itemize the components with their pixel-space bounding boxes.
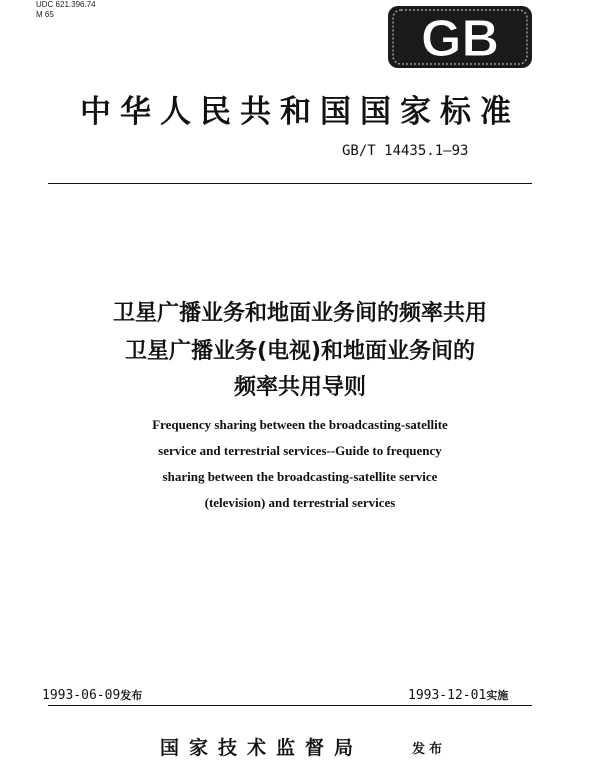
- title-en-line-1: Frequency sharing between the broadcasting-satellite: [152, 417, 448, 432]
- title-en-line-2: service and terrestrial services--Guide to frequency: [158, 443, 442, 458]
- title-en-line-3: sharing between the broadcasting-satellite service: [162, 469, 438, 484]
- classification-code: M 65: [36, 10, 54, 19]
- issuing-authority: 国家技术监督局: [160, 737, 364, 759]
- issue-date: 1993-06-09: [42, 688, 121, 703]
- title-zh-line-2: 卫星广播业务(电视)和地面业务间的: [124, 339, 476, 364]
- effective-date-block: [408, 687, 508, 703]
- gb-logo: [388, 6, 532, 68]
- udc-code: UDC 621.396.74: [36, 0, 96, 9]
- title-en-line-4: (television) and terrestrial services: [204, 495, 396, 510]
- header-divider: [48, 183, 532, 184]
- issue-date-block: [42, 687, 142, 703]
- effective-date-suffix: 实施: [486, 689, 509, 702]
- standard-number: GB/T 14435.1—93: [342, 143, 469, 159]
- country-standard-title: 中华人民共和国国家标准: [80, 94, 520, 130]
- issuer-action-label: 发布: [412, 742, 447, 757]
- title-zh-line-1: 卫星广播业务和地面业务间的频率共用: [112, 301, 487, 326]
- footer-divider: [48, 705, 532, 706]
- gb-logo-text: GB: [421, 10, 499, 68]
- issue-date-suffix: 发布: [120, 689, 143, 702]
- title-zh-line-3: 频率共用导则: [233, 375, 366, 400]
- effective-date: 1993-12-01: [408, 688, 487, 703]
